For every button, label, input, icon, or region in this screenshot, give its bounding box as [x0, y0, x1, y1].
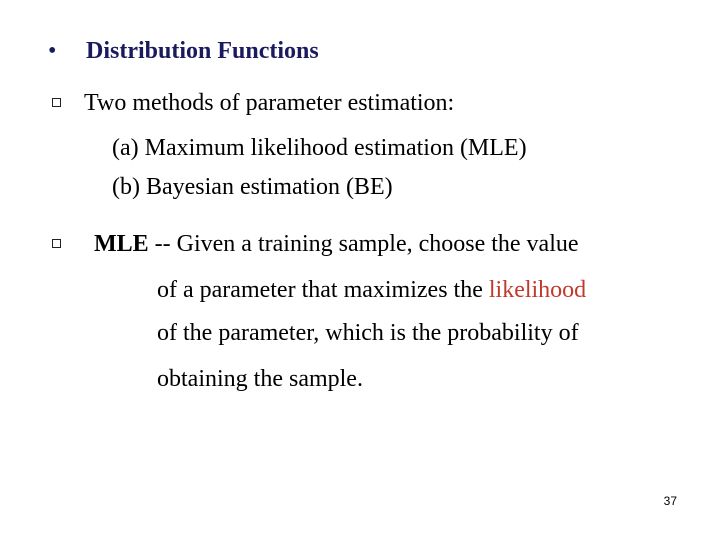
- item2-line2: [157, 277, 586, 304]
- page-number: 37: [663, 494, 677, 508]
- title-bullet: •: [48, 38, 57, 64]
- item2-line3: of the parameter, which is the probability of: [157, 320, 579, 346]
- item2-line2-prefix: of a parameter that maximizes the: [157, 277, 489, 303]
- likelihood-highlight: likelihood: [488, 277, 587, 303]
- item2-line1: [94, 231, 579, 258]
- item2-line4: obtaining the sample.: [157, 366, 363, 392]
- item2-line1-rest: -- Given a training sample, choose the value: [148, 231, 579, 257]
- item1-sub-a: (a) Maximum likelihood estimation (MLE): [112, 135, 527, 161]
- slide-title: Distribution Functions: [86, 38, 319, 64]
- square-bullet-icon: [52, 98, 61, 107]
- square-bullet-icon: [52, 239, 61, 248]
- item1-sub-b: (b) Bayesian estimation (BE): [112, 174, 393, 200]
- mle-term: MLE: [94, 231, 149, 257]
- item1-text: Two methods of parameter estimation:: [84, 90, 455, 116]
